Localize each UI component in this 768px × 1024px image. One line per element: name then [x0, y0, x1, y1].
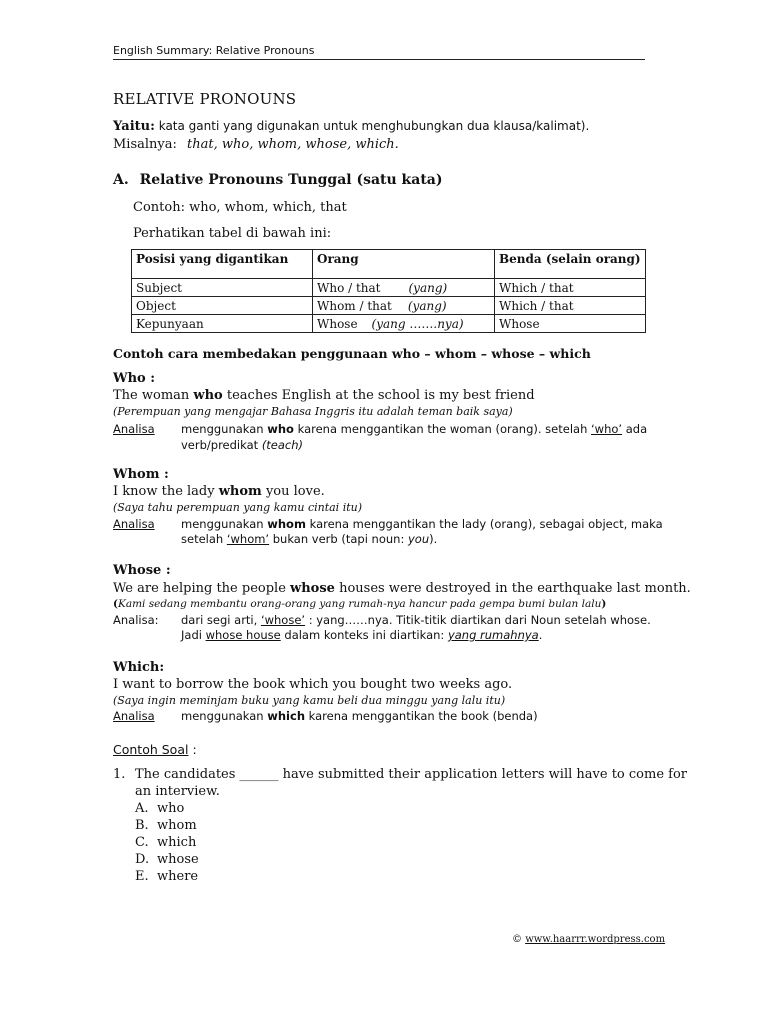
option-d — [135, 852, 199, 867]
footer-link[interactable]: www.haarrr.wordpress.com — [525, 934, 666, 945]
whose-translation — [113, 598, 606, 610]
table-cell: Kepunyaan — [132, 315, 313, 333]
misalnya-label: Misalnya: — [113, 137, 177, 152]
analisa-text: karena menggantikan the lady (orang), sebagai object, maka — [305, 517, 663, 531]
analisa-underlined: whose house — [205, 628, 281, 642]
analisa-pronoun: whom — [267, 517, 306, 531]
cell-note: (yang) — [408, 280, 448, 295]
who-heading: Who : — [113, 371, 156, 386]
option-c — [135, 835, 196, 850]
table-cell — [313, 315, 495, 333]
question-line-2: an interview. — [135, 784, 220, 799]
sentence-pronoun: who — [193, 388, 223, 403]
cell-pronoun: Whom / that — [317, 298, 392, 313]
who-analisa-cont — [181, 438, 303, 452]
section-a-marker: A. — [113, 172, 129, 188]
whose-analisa-cont — [181, 628, 542, 642]
option-letter: A. — [135, 801, 149, 816]
analisa-quoted: ‘who’ — [591, 422, 623, 436]
analisa-text: menggunakan — [181, 709, 268, 723]
whose-heading: Whose : — [113, 563, 171, 578]
analisa-text: Jadi — [181, 628, 206, 642]
section-a-heading — [113, 172, 443, 188]
analisa-text: verb/predikat — [181, 438, 262, 452]
whom-translation: (Saya tahu perempuan yang kamu cintai itu) — [113, 501, 363, 514]
who-translation: (Perempuan yang mengajar Bahasa Inggris itu adalah teman baik saya) — [113, 405, 513, 418]
analisa-text: menggunakan — [181, 422, 268, 436]
table-header-cell: Orang — [313, 250, 495, 279]
table-cell: Which / that — [495, 297, 646, 315]
which-translation: (Saya ingin meminjam buku yang kamu beli dua minggu yang lalu itu) — [113, 694, 506, 707]
analisa-text: setelah — [181, 532, 227, 546]
cell-pronoun: Who / that — [317, 280, 381, 295]
table-row — [132, 279, 646, 297]
which-heading: Which: — [113, 660, 165, 675]
analisa-italic: (teach) — [261, 438, 304, 452]
which-analisa — [113, 709, 538, 723]
option-b — [135, 818, 197, 833]
sentence-part: The woman — [113, 388, 194, 403]
analisa-text: karena menggantikan the book (benda) — [305, 709, 538, 723]
analisa-label: Analisa: — [113, 613, 159, 627]
table-row — [132, 297, 646, 315]
table-cell: Whose — [495, 315, 646, 333]
option-e — [135, 869, 198, 884]
whom-analisa-cont — [181, 532, 437, 546]
analisa-text: ada — [622, 422, 648, 436]
intro-examples — [113, 137, 399, 152]
section-a-perhatikan: Perhatikan tabel di bawah ini: — [133, 226, 332, 241]
option-letter: D. — [135, 852, 150, 867]
analisa-pronoun: which — [267, 709, 306, 723]
intro-definition — [113, 119, 589, 134]
sentence-part: I know the lady — [113, 484, 219, 499]
sentence-part: you love. — [261, 484, 325, 499]
analisa-label: Analisa — [113, 517, 155, 531]
option-letter: C. — [135, 835, 149, 850]
analisa-text: menggunakan — [181, 517, 268, 531]
analisa-label: Analisa — [113, 422, 155, 436]
header-divider — [113, 59, 645, 60]
option-text: whom — [157, 818, 197, 833]
option-text: whose — [157, 852, 199, 867]
sentence-pronoun: whom — [218, 484, 262, 499]
which-sentence: I want to borrow the book which you bought two weeks ago. — [113, 677, 513, 692]
contoh-soal-label: Contoh Soal — [113, 742, 189, 757]
whose-sentence — [113, 581, 691, 596]
analisa-text: karena menggantikan the woman (orang). setelah — [293, 422, 592, 436]
translation-text: Kami sedang membantu orang-orang yang rumah-nya hancur pada gempa bumi bulan lalu — [117, 598, 602, 610]
question-number: 1. — [113, 767, 126, 782]
cell-note: (yang …….nya) — [371, 316, 464, 331]
table-row — [132, 315, 646, 333]
option-text: which — [157, 835, 197, 850]
option-a — [135, 801, 184, 816]
whose-analisa — [113, 613, 651, 627]
table-header-cell: Posisi yang digantikan — [132, 250, 313, 279]
table-cell: Subject — [132, 279, 313, 297]
sentence-pronoun: whose — [290, 581, 335, 596]
analisa-text: dalam konteks ini diartikan: — [280, 628, 448, 642]
option-text: who — [157, 801, 185, 816]
analisa-text: . — [538, 628, 543, 642]
question-line-1: The candidates ______ have submitted their application letters will have to come for — [135, 767, 687, 782]
table-header-row — [132, 250, 646, 279]
analisa-text: dari segi arti, — [181, 613, 261, 627]
analisa-quoted: ‘whose’ — [260, 613, 306, 627]
whom-sentence — [113, 484, 325, 499]
analisa-label: Analisa — [113, 709, 155, 723]
table-cell — [313, 297, 495, 315]
analisa-text: : yang……nya. Titik-titik diartikan dari Noun setelah whose. — [305, 613, 651, 627]
page-title: RELATIVE PRONOUNS — [113, 90, 297, 108]
section-a-title: Relative Pronouns Tunggal (satu kata) — [139, 172, 443, 188]
yaitu-text: kata ganti yang digunakan untuk menghubungkan dua klausa/kalimat). — [154, 119, 590, 133]
contoh-soal-colon: : — [188, 742, 197, 757]
analisa-quoted: ‘whom’ — [226, 532, 270, 546]
analisa-italic: you — [407, 532, 430, 546]
table-cell: Which / that — [495, 279, 646, 297]
analisa-italic: yang rumahnya — [447, 628, 539, 642]
table-cell: Object — [132, 297, 313, 315]
section-a-contoh: Contoh: who, whom, which, that — [133, 200, 347, 215]
cell-note: (yang) — [407, 298, 447, 313]
who-analisa — [113, 422, 647, 436]
cell-pronoun: Whose — [317, 316, 358, 331]
analisa-text: bukan verb (tapi noun: — [269, 532, 408, 546]
whom-analisa — [113, 517, 663, 531]
paren: ) — [601, 598, 607, 610]
copyright-icon: © — [512, 934, 522, 945]
table-header-cell: Benda (selain orang) — [495, 250, 646, 279]
misalnya-text: that, who, whom, whose, which. — [187, 137, 399, 152]
contoh-soal-heading — [113, 742, 197, 757]
table-cell — [313, 279, 495, 297]
paren: ( — [113, 598, 118, 610]
sentence-part: houses were destroyed in the earthquake last month. — [334, 581, 691, 596]
relative-pronoun-table — [131, 249, 646, 333]
option-letter: B. — [135, 818, 149, 833]
option-letter: E. — [135, 869, 149, 884]
sentence-part: We are helping the people — [113, 581, 291, 596]
sentence-part: teaches English at the school is my best friend — [222, 388, 535, 403]
analisa-pronoun: who — [267, 422, 294, 436]
option-text: where — [157, 869, 199, 884]
whom-heading: Whom : — [113, 467, 169, 482]
yaitu-label: Yaitu: — [113, 119, 155, 134]
who-sentence — [113, 388, 535, 403]
contoh-heading: Contoh cara membedakan penggunaan who – whom – whose – which — [113, 346, 591, 361]
analisa-text: ). — [429, 532, 438, 546]
document-header: English Summary: Relative Pronouns — [113, 44, 315, 57]
footer — [512, 934, 665, 945]
